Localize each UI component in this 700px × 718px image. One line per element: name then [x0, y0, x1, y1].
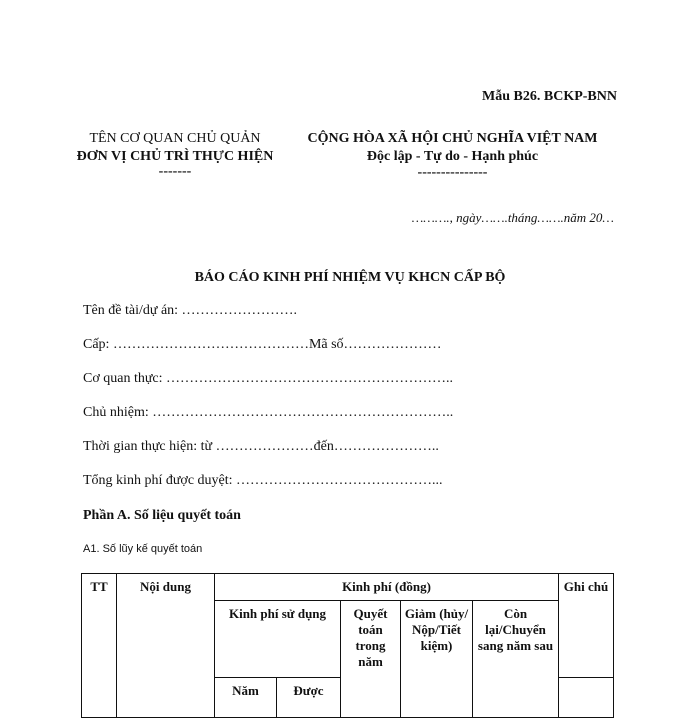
form-code: Mẫu B26. BCKP-BNN — [482, 89, 617, 104]
header-funding: Kinh phí (đồng) — [215, 574, 559, 601]
section-a-heading: Phần A. Số liệu quyết toán — [83, 508, 241, 523]
header-remain: Còn lại/Chuyển sang năm sau — [473, 601, 559, 718]
field-budget: Tổng kinh phí được duyệt: ……………………………………... — [83, 473, 443, 488]
header-year: Năm — [215, 678, 277, 718]
subsection-a1-heading: A1. Số lũy kế quyết toán — [83, 543, 203, 555]
field-agency: Cơ quan thực: …………………………………………………….. — [83, 371, 454, 386]
header-settled: Quyết toán trong năm — [341, 601, 401, 718]
header-reduce: Giảm (hủy/ Nộp/Tiết kiệm) — [401, 601, 473, 718]
field-period: Thời gian thực hiện: từ …………………đến………………….. — [83, 439, 439, 454]
governing-agency: TÊN CƠ QUAN CHỦ QUẢN — [89, 131, 261, 146]
republic-motto: Độc lập - Tự do - Hạnh phúc — [366, 149, 539, 164]
field-leader: Chủ nhiệm: ……………………………………………………….. — [83, 405, 454, 420]
header-used: Kinh phí sử dụng — [215, 601, 341, 678]
field-level: Cấp: ……………………………………Mã số………………… — [83, 337, 442, 352]
republic-divider: --------------- — [417, 165, 488, 180]
header-note-cont — [559, 678, 614, 718]
report-title: BÁO CÁO KINH PHÍ NHIỆM VỤ KHCN CẤP BỘ — [194, 270, 506, 285]
header-note: Ghi chú — [559, 574, 614, 678]
republic-header — [285, 130, 620, 180]
agency-header — [70, 130, 280, 178]
settlement-table — [81, 573, 614, 718]
implementing-unit: ĐƠN VỊ CHỦ TRÌ THỰC HIỆN — [76, 149, 274, 164]
republic-name: CỘNG HÒA XÃ HỘI CHỦ NGHĨA VIỆT NAM — [307, 131, 598, 146]
agency-divider: ------- — [158, 164, 192, 179]
header-tt: TT — [82, 574, 117, 718]
header-allowed: Được — [277, 678, 341, 718]
header-content: Nội dung — [117, 574, 215, 718]
date-line: ………., ngày…….tháng…….năm 20… — [411, 210, 614, 225]
field-topic: Tên đề tài/dự án: ……………………. — [83, 303, 298, 318]
